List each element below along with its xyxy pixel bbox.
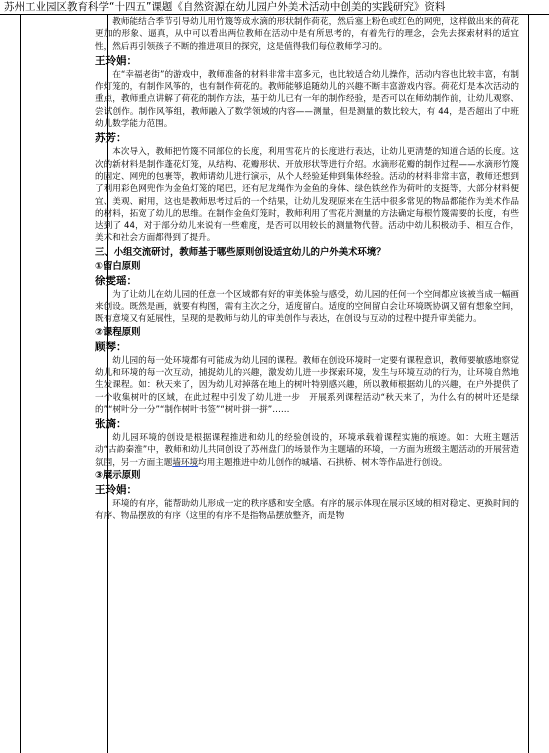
table-content-cell <box>95 16 519 523</box>
document-header: 苏州工业园区教育科学“十四五”课题《自然资源在幼儿园户外美术活动中创美的实践研究》资料 <box>4 1 446 13</box>
speaker-paragraph: 在“幸福老街”的游戏中，教师准备的材料非常丰富多元，也比较适合幼儿操作，活动内容也比较丰富，有制作灯笼的，有制作风筝的，也有制作荷花的。教师能够追随幼儿的兴趣不断丰富游戏内容。荷花灯是本次活动的重点，教师重点讲解了荷花的制作方法，基于幼儿已有一年的制作经验，是否可以在师幼制作前，让幼儿观察、尝试创作。制作风筝组，教师融入了数学领域的内容——测量，但是测量的数比较大，有 44，是否超出了中班幼儿数学能力范围。 <box>95 69 519 130</box>
paragraph-text: 幼儿园环境的创设是根据课程推进和幼儿的经验创设的，环境承载着课程实施的痕迹。如：大班主题活动“古韵秦淮”中，教师和幼儿共同创设了苏州盘门的场景作为主题墙的环境，一方面为班级主题活动的开展营造氛围，另一方面主题 <box>95 433 519 468</box>
speaker-paragraph: 幼儿园的每一处环境都有可能成为幼儿园的课程。教师在创设环境时一定要有课程意识，教师要敏感地察觉幼儿和环境的每一次互动，捕捉幼儿的兴趣，激发幼儿进一步探索环境，发生与环境互动的行为，让环境自然地生发课程。如：秋天来了，因为幼儿对掉落在地上的树叶特别感兴趣，所以教师根据幼儿的兴趣，在户外提供了一个收集树叶的区域，在此过程中引发了幼儿进一步 开展系列课程活动“秋天来了，为什么有的树叶还是绿的”“树叶分一分”“制作树叶书签”“树叶拼一拼”…… <box>95 355 519 415</box>
section-heading: 三、小组交流研讨，教师基于哪些原则创设适宜幼儿的户外美术环境？ <box>95 246 386 258</box>
speaker-paragraph: 为了让幼儿在幼儿园的任意一个区域都有好的审美体验与感受，幼儿园的任何一个空间都应该被当成一幅画来创设。既然是画，就要有构图，需有主次之分，适度留白。适度的空间留白会让环境既协调又留有想象空间，既有意境又有延展性，呈现的是教师与幼儿的审美创作与表达，在创设与互动的过程中提升审美能力。 <box>95 289 519 325</box>
speaker-name: 苏芳： <box>95 132 127 145</box>
speaker-name: 张旖： <box>95 418 127 431</box>
speaker-name: 王玲娟： <box>95 484 137 497</box>
speaker-paragraph <box>95 432 519 469</box>
speaker-name: 顾琴： <box>95 340 127 353</box>
principle-heading: ①留白原则 <box>95 260 141 272</box>
underlined-text: 墙环境 <box>172 457 199 468</box>
speaker-name: 徐雯瑶： <box>95 274 137 287</box>
principle-heading: ③展示原则 <box>95 470 141 482</box>
intro-paragraph: 教师能结合季节引导幼儿用竹篾等成水滴的形状制作荷花，然后塞上粉色或红色的网兜，这样做出来的荷花更加的形象、逼真，从中可以看出两位教师在活动中是有所思考的，有着先行的理念，会先去探索材料的适宜性，然后再引领孩子不断的推进项目的探究，这是值得我们每位教师学习的。 <box>95 17 519 52</box>
speaker-name: 王玲娟： <box>95 54 137 67</box>
paragraph-text: 均用主题推进中幼儿创作的城墙、石拱桥、树木等作品进行创设。 <box>198 457 448 468</box>
speaker-paragraph: 环境的有序，能帮助幼儿形成一定的秩序感和安全感。有序的展示体现在展示区域的相对稳定、更换时间的有序、物品摆放的有序（这里的有序不是指物品摆放整齐，而是物 <box>95 499 519 522</box>
principle-heading: ②课程原则 <box>95 326 141 338</box>
speaker-paragraph: 本次导入，教师把竹篾不同部位的长度，利用雪花片的长度进行表达，让幼儿更清楚的知道合适的长度。这次的新材料是制作蓬花灯笼，从结构、花瓣形状、开放形状等进行介绍。水滴形花瓣的制作过程——水滴形竹篾的固定、网兜的包裹等，教师请幼儿进行演示，从个人经验延伸到集体经验。活动的材料非常丰富，教师还想到了利用彩色网兜作为金鱼灯笼的尾巴，还有尼龙绳作为金鱼的身体、绿色铁丝作为荷叶的支挺等，大部分材料便宜、美观、耐用，这也是教师思考过后的一个结果，让幼儿发现原来在生活中很多常见的物品都能作为美术作品的材料，拓宽了幼儿的思维。在制作金鱼灯笼时，教师利用了雪花片测量的方法确定每根竹篾需要的长度，有些达到了 44，对于部分幼儿来说有一些难度，是否可以用较长的测量物代替。活动中幼儿积极动手、相互合作，美术和社会方面都得到了提升。 <box>95 147 519 244</box>
